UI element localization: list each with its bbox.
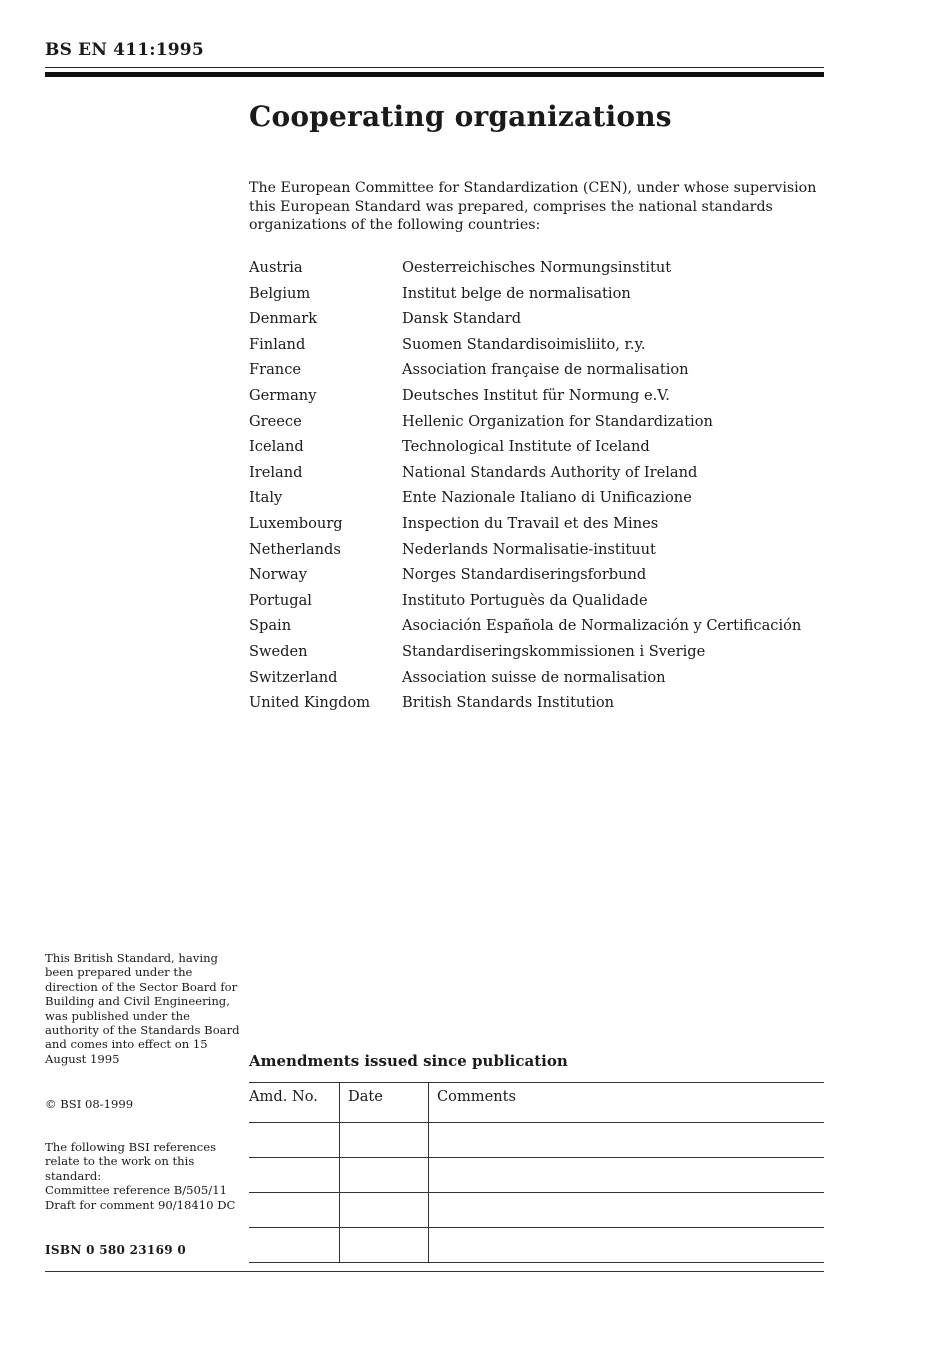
organization-row <box>249 413 801 439</box>
organization-name: Deutsches Institut für Normung e.V. <box>402 386 670 404</box>
table-row <box>249 1123 824 1158</box>
country-name: Portugal <box>249 591 312 609</box>
country-name: Iceland <box>249 438 304 456</box>
intro-paragraph: The European Committee for Standardization (CEN), under whose supervision this European Standard was prepared, comprises the national standards organizations of the following countries: <box>249 180 817 233</box>
organization-row <box>249 285 801 311</box>
isbn: ISBN 0 580 23169 0 <box>45 1243 186 1257</box>
table-row <box>249 1193 824 1228</box>
country-name: United Kingdom <box>249 694 371 712</box>
amendments-table <box>249 1082 824 1263</box>
header-rule-thick <box>45 72 824 77</box>
country-name: Greece <box>249 412 302 430</box>
country-name: Spain <box>249 617 292 635</box>
references-intro: The following BSI references relate to the work on this standard: <box>45 1140 217 1183</box>
country-name: Finland <box>249 335 306 353</box>
organization-row <box>249 694 801 720</box>
organization-row <box>249 464 801 490</box>
organization-name: Asociación Española de Normalización y Certificación <box>402 617 802 635</box>
organization-name: Suomen Standardisoimisliito, r.y. <box>402 335 646 353</box>
country-name: France <box>249 361 302 379</box>
organization-name: Instituto Portuguès da Qualidade <box>402 591 648 609</box>
table-cell <box>249 1158 340 1193</box>
organization-name: Standardiseringskommissionen i Sverige <box>402 642 706 660</box>
amendments-title: Amendments issued since publication <box>249 1052 568 1070</box>
organization-list <box>249 259 801 720</box>
organization-name: Oesterreichisches Normungsinstitut <box>402 259 672 276</box>
page-title: Cooperating organizations <box>249 100 672 133</box>
organization-name: National Standards Authority of Ireland <box>402 463 698 481</box>
country-name: Netherlands <box>249 540 341 558</box>
country-name: Austria <box>249 259 303 276</box>
table-cell <box>340 1193 429 1228</box>
organization-row <box>249 361 801 387</box>
table-cell <box>429 1123 825 1158</box>
table-cell <box>429 1193 825 1228</box>
committee-reference: Committee reference B/505/11 <box>45 1183 227 1198</box>
organization-name: Norges Standardiseringsforbund <box>402 566 647 584</box>
organization-row <box>249 310 801 336</box>
organization-name: Inspection du Travail et des Mines <box>402 514 659 532</box>
organization-row <box>249 259 801 285</box>
organization-name: Association française de normalisation <box>402 361 689 379</box>
organization-row <box>249 566 801 592</box>
organization-row <box>249 592 801 618</box>
table-header-row <box>249 1083 824 1123</box>
organization-row <box>249 643 801 669</box>
organization-name: Association suisse de normalisation <box>402 668 666 686</box>
country-name: Sweden <box>249 642 308 660</box>
country-name: Belgium <box>249 284 311 302</box>
organization-row <box>249 489 801 515</box>
country-name: Ireland <box>249 463 303 481</box>
table-cell <box>340 1158 429 1193</box>
country-name: Norway <box>249 566 307 584</box>
organization-row <box>249 669 801 695</box>
table-row <box>249 1158 824 1193</box>
organization-name: Nederlands Normalisatie-instituut <box>402 540 656 558</box>
header-rule-thin <box>45 67 824 68</box>
country-name: Italy <box>249 489 283 507</box>
organization-name: Institut belge de normalisation <box>402 284 631 302</box>
country-name: Denmark <box>249 310 318 328</box>
table-cell <box>249 1123 340 1158</box>
organization-name: Dansk Standard <box>402 310 522 328</box>
organization-row <box>249 387 801 413</box>
publication-note: This British Standard, having been prepared under the direction of the Sector Board for Building and Civil Engineering, was published under the authority of the Standards Board and comes into effect on 15 August 1995 <box>45 951 240 1066</box>
organization-row <box>249 541 801 567</box>
organization-name: Technological Institute of Iceland <box>402 438 650 456</box>
organization-name: British Standards Institution <box>402 694 615 712</box>
standard-id: BS EN 411:1995 <box>45 40 204 60</box>
table-cell <box>429 1158 825 1193</box>
table-cell <box>249 1228 340 1263</box>
organization-row <box>249 336 801 362</box>
table-cell <box>249 1193 340 1228</box>
table-cell <box>429 1228 825 1263</box>
organization-row <box>249 515 801 541</box>
copyright-notice: © BSI 08-1999 <box>45 1097 134 1111</box>
column-header-date: Date <box>340 1083 429 1123</box>
country-name: Luxembourg <box>249 514 343 532</box>
organization-name: Hellenic Organization for Standardization <box>402 412 713 430</box>
column-header-amd-no: Amd. No. <box>249 1083 340 1123</box>
organization-name: Ente Nazionale Italiano di Unificazione <box>402 489 692 507</box>
draft-reference: Draft for comment 90/18410 DC <box>45 1197 236 1212</box>
organization-row <box>249 438 801 464</box>
table-cell <box>340 1228 429 1263</box>
organization-row <box>249 617 801 643</box>
country-name: Germany <box>249 386 317 404</box>
country-name: Switzerland <box>249 668 338 686</box>
column-header-comments: Comments <box>437 1088 517 1105</box>
table-cell <box>340 1123 429 1158</box>
footer-rule <box>45 1271 824 1272</box>
table-row <box>249 1228 824 1263</box>
bsi-references <box>45 1140 245 1212</box>
